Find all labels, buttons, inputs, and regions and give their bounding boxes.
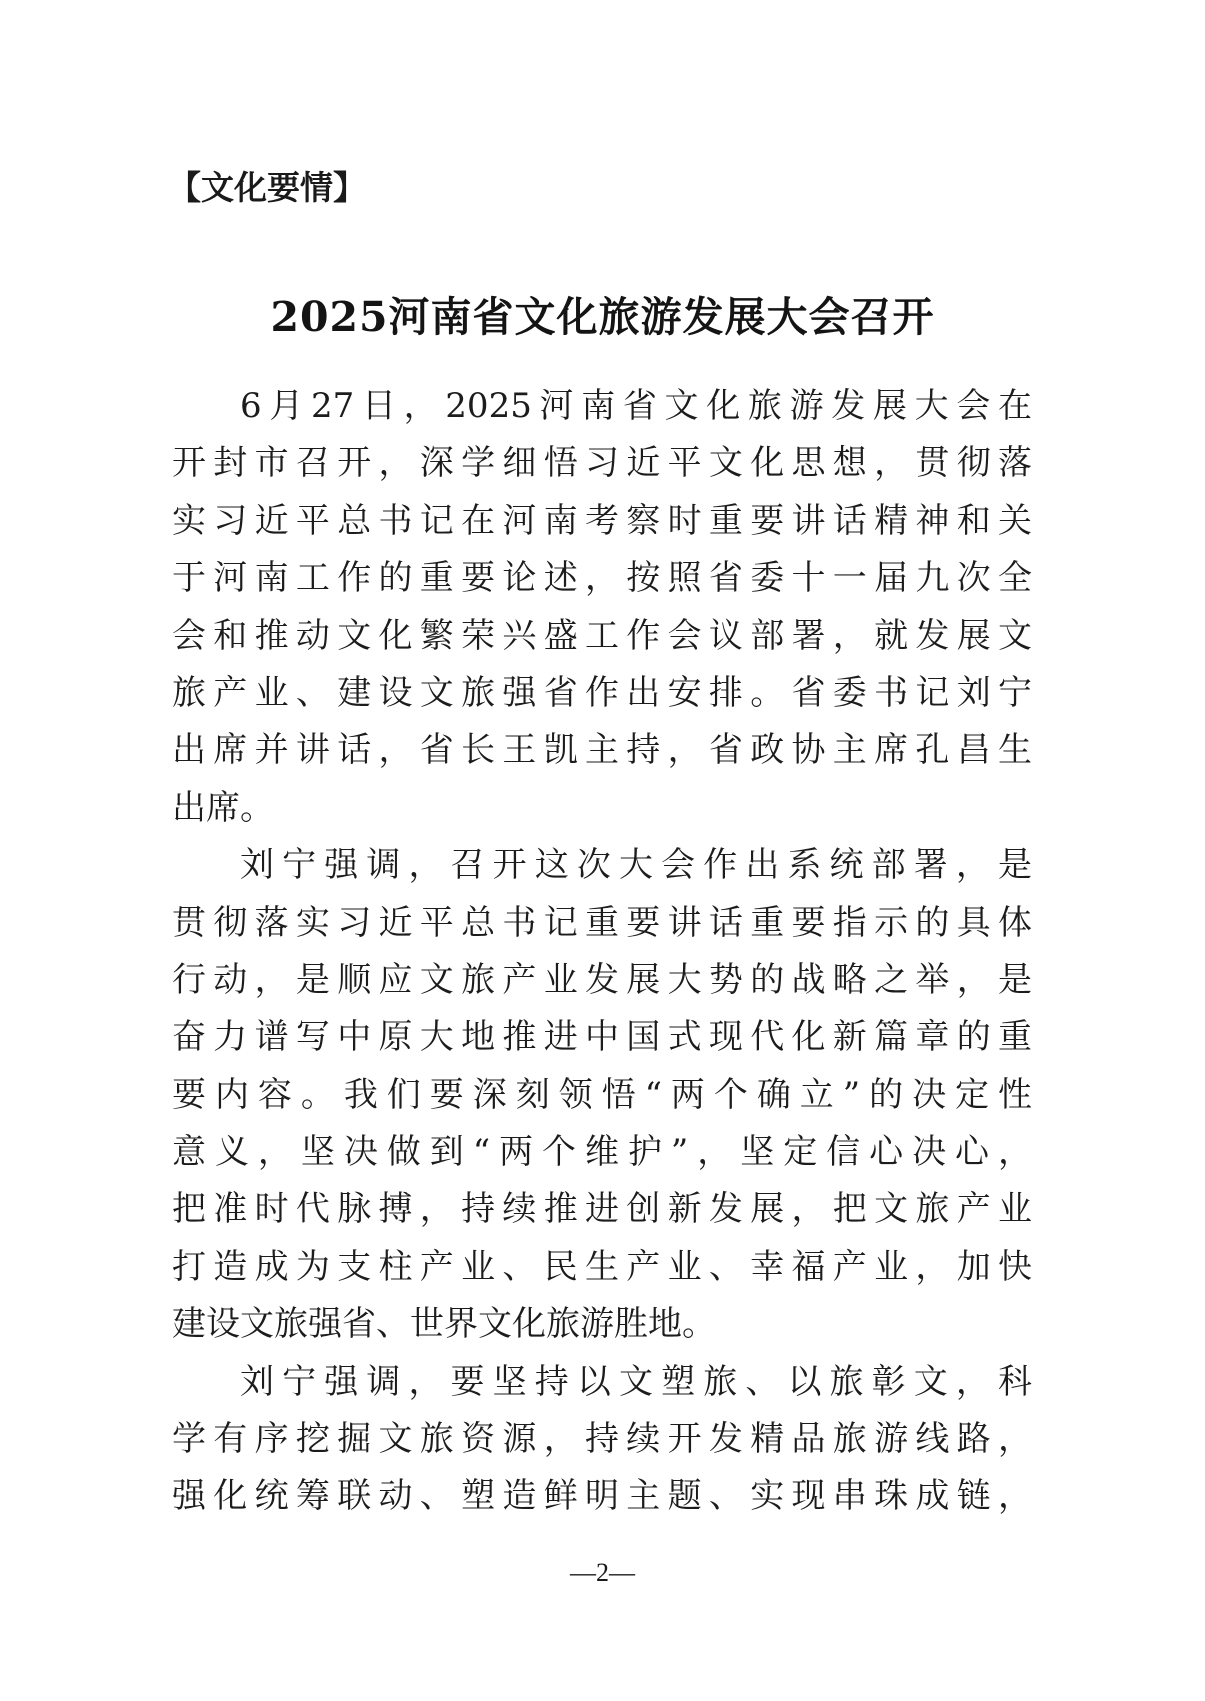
body-line: 出席并讲话，省长王凯主持，省政协主席孔昌生 <box>172 730 1032 771</box>
body-line: 刘宁强调，要坚持以文塑旅、以旅彰文，科 <box>240 1361 1032 1402</box>
body-line: 开封市召开，深学细悟习近平文化思想，贯彻落 <box>172 443 1032 484</box>
body-line: 会和推动文化繁荣兴盛工作会议部署，就发展文 <box>172 615 1032 656</box>
page-number: —2— <box>570 1558 635 1587</box>
body-line: 意义，坚决做到“两个维护”，坚定信心决心， <box>172 1132 1032 1173</box>
body-line: 出席。 <box>172 787 274 828</box>
body-line: 于河南工作的重要论述，按照省委十一届九次全 <box>172 558 1032 599</box>
body-line: 6月27日，2025河南省文化旅游发展大会在 <box>240 386 1032 426</box>
body-line: 强化统筹联动、塑造鲜明主题、实现串珠成链， <box>172 1476 1032 1517</box>
body-line: 旅产业、建设文旅强省作出安排。省委书记刘宁 <box>172 672 1032 713</box>
body-line: 建设文旅强省、世界文化旅游胜地。 <box>172 1304 716 1345</box>
body-line: 把准时代脉搏，持续推进创新发展，把文旅产业 <box>172 1189 1032 1230</box>
body-line: 奋力谱写中原大地推进中国式现代化新篇章的重 <box>172 1017 1032 1058</box>
section-tag: 【文化要情】 <box>168 168 366 207</box>
body-line: 打造成为支柱产业、民生产业、幸福产业，加快 <box>172 1246 1032 1287</box>
article-body <box>172 378 1032 1526</box>
body-line: 学有序挖掘文旅资源，持续开发精品旅游线路， <box>172 1419 1032 1460</box>
body-line: 刘宁强调，召开这次大会作出系统部署，是 <box>240 845 1032 886</box>
body-line: 贯彻落实习近平总书记重要讲话重要指示的具体 <box>172 902 1032 943</box>
body-line: 行动，是顺应文旅产业发展大势的战略之举，是 <box>172 959 1032 1000</box>
body-line: 要内容。我们要深刻领悟“两个确立”的决定性 <box>172 1074 1032 1115</box>
body-line: 实习近平总书记在河南考察时重要讲话精神和关 <box>172 500 1032 541</box>
article-title: 2025河南省文化旅游发展大会召开 <box>270 293 935 341</box>
